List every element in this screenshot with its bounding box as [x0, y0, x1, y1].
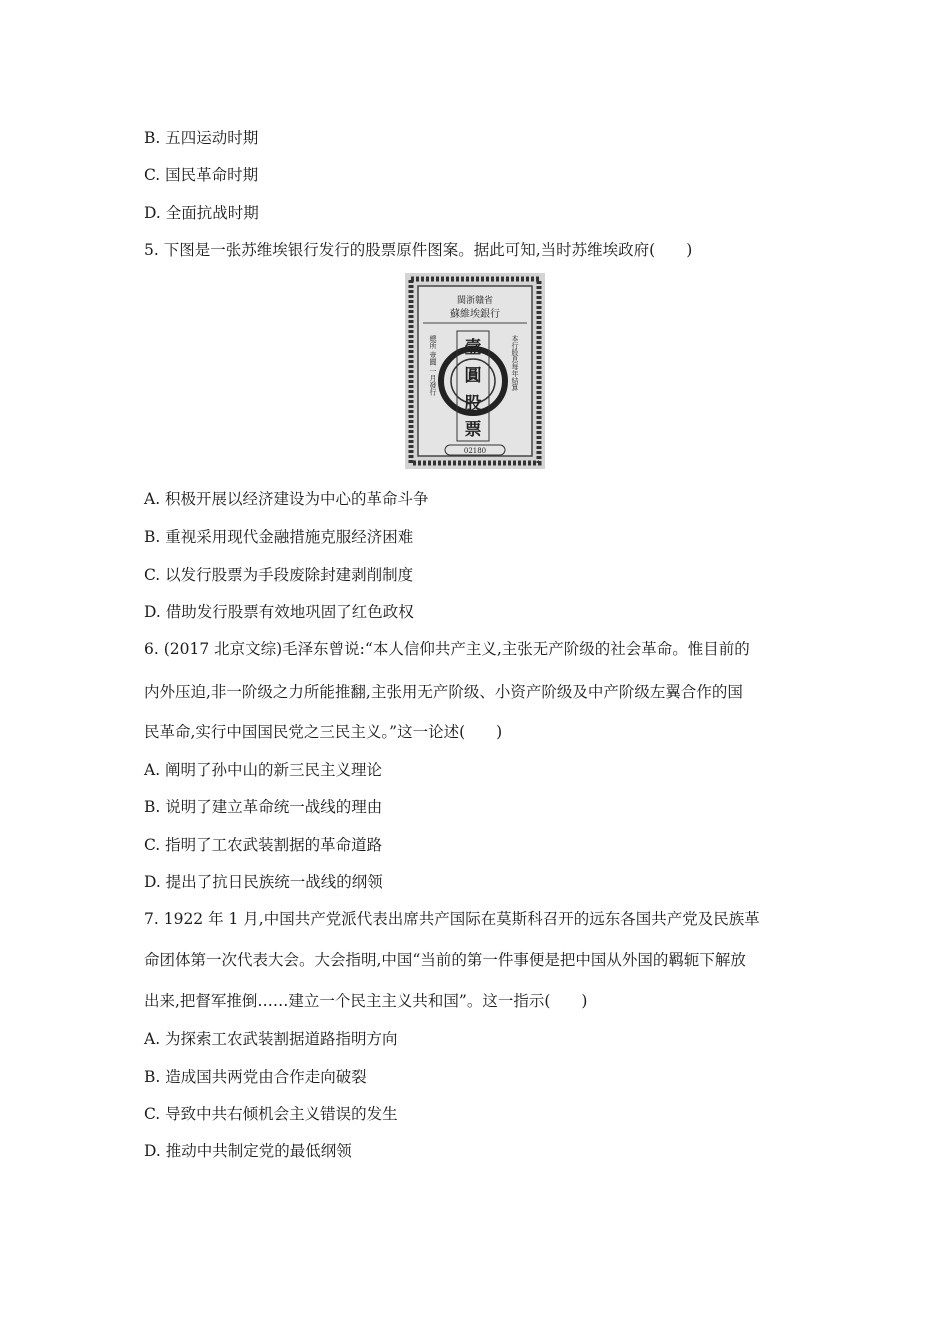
q6-stem-line-2: 内外压迫,非一阶级之力所能推翻,主张用无产阶级、小资产阶级及中产阶级左翼合作的国 [144, 683, 743, 701]
stock-header-top: 閩浙贛省 [456, 296, 494, 306]
stock-char-3: 股 [464, 394, 482, 414]
q5-stem: 5. 下图是一张苏维埃银行发行的股票原件图案。据此可知,当时苏维埃政府( ) [144, 241, 693, 259]
q4-option-c: C. 国民革命时期 [144, 166, 259, 184]
q7-stem-line-1: 7. 1922 年 1 月,中国共产党派代表出席共产国际在莫斯科召开的远东各国共产党及民族革 [144, 910, 760, 928]
stock-char-4: 票 [464, 420, 482, 440]
q7-option-b: B. 造成国共两党由合作走向破裂 [144, 1068, 367, 1086]
q6-option-a: A. 阐明了孙中山的新三民主义理论 [144, 761, 383, 779]
q4-option-b: B. 五四运动时期 [144, 129, 259, 147]
q6-option-c: C. 指明了工农武装割据的革命道路 [144, 836, 383, 854]
q6-stem-line-3: 民革命,实行中国国民党之三民主义。”这一论述( ) [144, 723, 503, 741]
q7-option-c: C. 导致中共右倾机会主义错误的发生 [144, 1105, 398, 1123]
stock-certificate-image [405, 273, 545, 469]
q7-option-d: D. 推动中共制定党的最低纲领 [144, 1142, 352, 1160]
q7-option-a: A. 为探索工农武装割据道路指明方向 [144, 1030, 398, 1048]
q6-option-d: D. 提出了抗日民族统一战线的纲领 [144, 873, 383, 891]
stock-header-bottom: 蘇維埃銀行 [450, 309, 500, 320]
q4-option-d: D. 全面抗战时期 [144, 204, 259, 222]
stock-char-2: 圓 [464, 366, 482, 386]
q5-option-d: D. 借助发行股票有效地巩固了红色政权 [144, 603, 414, 621]
stock-serial: 02180 [463, 447, 487, 455]
stock-left-column: 總所 壹圓 一月發行 [429, 335, 437, 396]
q7-stem-line-3: 出来,把督军推倒……建立一个民主主义共和国”。这一指示( ) [144, 992, 588, 1010]
q5-option-b: B. 重视采用现代金融措施克服经济困难 [144, 528, 414, 546]
q5-option-c: C. 以发行股票为手段废除封建剥削制度 [144, 566, 414, 584]
stock-char-1: 壹 [464, 338, 482, 358]
q6-stem-line-1: 6. (2017 北京文综)毛泽东曾说:“本人信仰共产主义,主张无产阶级的社会革命。惟目前的 [144, 640, 750, 658]
q5-option-a: A. 积极开展以经济建设为中心的革命斗争 [144, 490, 429, 508]
q6-option-b: B. 说明了建立革命统一战线的理由 [144, 798, 383, 816]
q7-stem-line-2: 命团体第一次代表大会。大会指明,中国“当前的第一件事便是把中国从外国的羁轭下解放 [144, 951, 746, 969]
stock-right-column: 本行股息每年結算 [511, 335, 519, 391]
